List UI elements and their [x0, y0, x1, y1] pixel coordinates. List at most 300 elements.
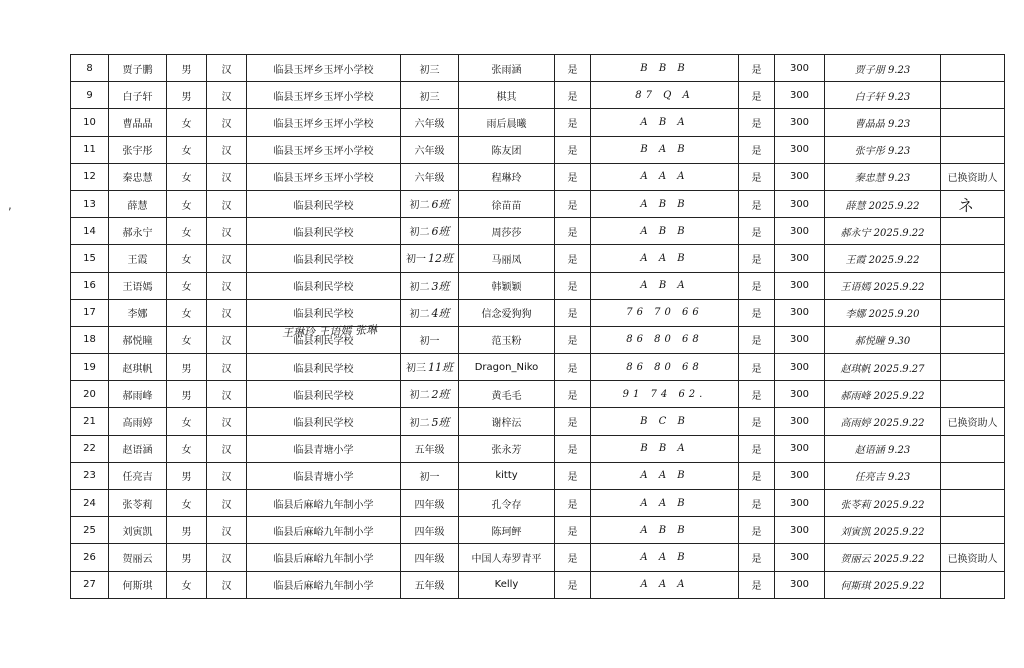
row-number-cell: 15 — [71, 245, 109, 272]
row-number-cell: 26 — [71, 544, 109, 571]
grade-label: 六年级 — [414, 118, 445, 130]
donor-name-cell: 谢梓沄 — [459, 408, 555, 435]
remark-cell — [941, 136, 1005, 163]
ethnicity-cell: 汉 — [207, 82, 247, 109]
grade-label: 初二 — [409, 281, 430, 293]
school-name-cell: 临县青塘小学 — [247, 462, 401, 489]
class-note: 12班 — [428, 252, 453, 266]
table-row — [71, 245, 1005, 272]
donor-name-cell: 中国人寿罗青平 — [459, 544, 555, 571]
gender-cell: 女 — [167, 435, 207, 462]
amount-cell: 300 — [775, 299, 825, 326]
grade-cell — [401, 82, 459, 109]
school-name-cell: 临县利民学校 — [247, 218, 401, 245]
confirmed-cell: 是 — [555, 490, 591, 517]
confirmed-cell: 是 — [555, 245, 591, 272]
received-cell: 是 — [739, 490, 775, 517]
class-note: 2班 — [431, 388, 450, 402]
handwritten-scores-cell: B A B — [591, 136, 739, 163]
ethnicity-cell: 汉 — [207, 326, 247, 353]
grade-cell — [401, 55, 459, 82]
received-cell: 是 — [739, 544, 775, 571]
class-note: 4班 — [431, 306, 450, 320]
grade-label: 五年级 — [414, 445, 445, 457]
grade-label: 初三 — [419, 64, 440, 76]
grade-cell — [401, 272, 459, 299]
donor-name-cell: 张雨涵 — [459, 55, 555, 82]
remark-cell: 已换资助人 — [941, 163, 1005, 190]
student-name-cell: 刘寅凯 — [109, 517, 167, 544]
remark-cell: 已换资助人 — [941, 544, 1005, 571]
handwritten-scores-cell: 87 Q A — [591, 82, 739, 109]
grade-label: 初二 — [409, 200, 430, 212]
class-note: 3班 — [431, 279, 450, 293]
grade-label: 五年级 — [414, 581, 445, 593]
gender-cell: 男 — [167, 55, 207, 82]
handwritten-scores-cell: 76 70 66 — [591, 299, 739, 326]
grade-label: 六年级 — [414, 173, 445, 185]
row-number-cell: 19 — [71, 354, 109, 381]
amount-cell: 300 — [775, 163, 825, 190]
student-name-cell: 郝悦瞳 — [109, 326, 167, 353]
amount-cell: 300 — [775, 82, 825, 109]
ethnicity-cell: 汉 — [207, 381, 247, 408]
signature-date-cell: 郝雨峰 2025.9.22 — [825, 381, 941, 408]
grade-cell — [401, 544, 459, 571]
grade-label: 四年级 — [414, 499, 445, 511]
confirmed-cell: 是 — [555, 354, 591, 381]
gender-cell: 女 — [167, 571, 207, 598]
donor-name-cell: 范玉粉 — [459, 326, 555, 353]
grade-cell — [401, 490, 459, 517]
school-name-cell: 临县利民学校 — [247, 381, 401, 408]
ethnicity-cell: 汉 — [207, 136, 247, 163]
handwritten-scores-cell: B C B — [591, 408, 739, 435]
table-row — [71, 109, 1005, 136]
handwritten-scores-cell: 86 80 68 — [591, 326, 739, 353]
signature-date-cell: 王语嫣 2025.9.22 — [825, 272, 941, 299]
school-name-cell: 临县利民学校 — [247, 245, 401, 272]
row-number-cell: 23 — [71, 462, 109, 489]
grade-cell — [401, 109, 459, 136]
row-number-cell: 10 — [71, 109, 109, 136]
handwritten-scores-cell: A A B — [591, 490, 739, 517]
signature-date-cell: 刘寅凯 2025.9.22 — [825, 517, 941, 544]
amount-cell: 300 — [775, 136, 825, 163]
table-row — [71, 163, 1005, 190]
ethnicity-cell: 汉 — [207, 490, 247, 517]
signature-date-cell: 何斯琪 2025.9.22 — [825, 571, 941, 598]
gender-cell: 男 — [167, 462, 207, 489]
school-name-cell: 临县利民学校 — [247, 326, 401, 353]
grade-label: 初一 — [406, 254, 426, 266]
amount-cell: 300 — [775, 326, 825, 353]
handwritten-scores-cell: B B A — [591, 435, 739, 462]
confirmed-cell: 是 — [555, 109, 591, 136]
gender-cell: 男 — [167, 82, 207, 109]
remark-cell: 已换资助人 — [941, 408, 1005, 435]
amount-cell: 300 — [775, 490, 825, 517]
gender-cell: 女 — [167, 109, 207, 136]
gender-cell: 女 — [167, 136, 207, 163]
donor-name-cell: kitty — [459, 462, 555, 489]
amount-cell: 300 — [775, 218, 825, 245]
remark-cell — [941, 82, 1005, 109]
remark-cell — [941, 245, 1005, 272]
amount-cell: 300 — [775, 381, 825, 408]
school-name-cell: 临县后麻峪九年制小学 — [247, 490, 401, 517]
ethnicity-cell: 汉 — [207, 462, 247, 489]
grade-cell — [401, 245, 459, 272]
received-cell: 是 — [739, 354, 775, 381]
student-name-cell: 任亮吉 — [109, 462, 167, 489]
gender-cell: 女 — [167, 272, 207, 299]
grade-label: 初三 — [419, 91, 440, 103]
class-note: 5班 — [431, 415, 450, 429]
ethnicity-cell: 汉 — [207, 517, 247, 544]
donor-name-cell: 张永芳 — [459, 435, 555, 462]
grade-label: 初三 — [406, 363, 426, 375]
class-note: 6班 — [431, 225, 450, 239]
donor-name-cell: 陈友团 — [459, 136, 555, 163]
gender-cell: 男 — [167, 354, 207, 381]
school-name-cell: 临县青塘小学 — [247, 435, 401, 462]
gender-cell: 男 — [167, 381, 207, 408]
school-name-cell: 临县玉坪乡玉坪小学校 — [247, 55, 401, 82]
received-cell: 是 — [739, 109, 775, 136]
table-row — [71, 272, 1005, 299]
remark-cell — [941, 490, 1005, 517]
grade-cell — [401, 462, 459, 489]
grade-cell — [401, 408, 459, 435]
remark-cell — [941, 299, 1005, 326]
table-row — [71, 82, 1005, 109]
signature-date-cell: 李娜 2025.9.20 — [825, 299, 941, 326]
amount-cell: 300 — [775, 544, 825, 571]
received-cell: 是 — [739, 299, 775, 326]
grade-cell — [401, 218, 459, 245]
grade-label: 六年级 — [414, 146, 445, 158]
donor-name-cell: 陈珂鲆 — [459, 517, 555, 544]
handwritten-scores-cell: A B A — [591, 272, 739, 299]
margin-tick: , — [8, 198, 12, 212]
ethnicity-cell: 汉 — [207, 245, 247, 272]
row-number-cell: 14 — [71, 218, 109, 245]
amount-cell: 300 — [775, 245, 825, 272]
ethnicity-cell: 汉 — [207, 571, 247, 598]
row-number-cell: 12 — [71, 163, 109, 190]
donor-name-cell: 程琳玲 — [459, 163, 555, 190]
grade-cell — [401, 136, 459, 163]
amount-cell: 300 — [775, 571, 825, 598]
donor-name-cell: 孔令存 — [459, 490, 555, 517]
grade-cell — [401, 163, 459, 190]
remark-cell — [941, 381, 1005, 408]
grade-label: 初一 — [419, 336, 440, 348]
handwritten-scores-cell: A A B — [591, 245, 739, 272]
remark-cell — [941, 218, 1005, 245]
remark-cell — [941, 190, 1005, 217]
grade-label: 初二 — [409, 308, 430, 320]
student-name-cell: 赵琪帆 — [109, 354, 167, 381]
grade-cell — [401, 571, 459, 598]
donor-name-cell: 信念爱狗狗 — [459, 299, 555, 326]
signature-date-cell: 贾子朋 9.23 — [825, 55, 941, 82]
donor-name-cell: Kelly — [459, 571, 555, 598]
donor-name-cell: 马丽凤 — [459, 245, 555, 272]
received-cell: 是 — [739, 272, 775, 299]
student-name-cell: 何斯琪 — [109, 571, 167, 598]
handwritten-scores-cell: 91 74 62. — [591, 381, 739, 408]
school-name-cell: 临县利民学校 — [247, 408, 401, 435]
remark-cell — [941, 517, 1005, 544]
handwritten-scores-cell: A B B — [591, 517, 739, 544]
donor-name-cell: 雨后晨曦 — [459, 109, 555, 136]
signature-date-cell: 白子轩 9.23 — [825, 82, 941, 109]
amount-cell: 300 — [775, 435, 825, 462]
table-row — [71, 571, 1005, 598]
ethnicity-cell: 汉 — [207, 163, 247, 190]
table-row — [71, 136, 1005, 163]
received-cell: 是 — [739, 571, 775, 598]
remark-cell — [941, 326, 1005, 353]
school-name-cell: 临县玉坪乡玉坪小学校 — [247, 109, 401, 136]
confirmed-cell: 是 — [555, 517, 591, 544]
signature-date-cell: 薛慧 2025.9.22 — [825, 190, 941, 217]
confirmed-cell: 是 — [555, 408, 591, 435]
confirmed-cell: 是 — [555, 435, 591, 462]
school-name-cell: 临县玉坪乡玉坪小学校 — [247, 82, 401, 109]
confirmed-cell: 是 — [555, 82, 591, 109]
grade-label: 初一 — [419, 472, 440, 484]
donor-name-cell: 周莎莎 — [459, 218, 555, 245]
donor-name-cell: Dragon_Niko — [459, 354, 555, 381]
student-name-cell: 郝永宁 — [109, 218, 167, 245]
school-name-cell: 临县利民学校 — [247, 272, 401, 299]
handwritten-scores-cell: A B A — [591, 109, 739, 136]
grade-label: 四年级 — [414, 553, 445, 565]
handwritten-scores-cell: A A B — [591, 462, 739, 489]
gender-cell: 女 — [167, 408, 207, 435]
student-name-cell: 李娜 — [109, 299, 167, 326]
handwritten-scores-cell: A A A — [591, 163, 739, 190]
row-number-cell: 17 — [71, 299, 109, 326]
table-row — [71, 326, 1005, 353]
school-name-cell: 临县玉坪乡玉坪小学校 — [247, 136, 401, 163]
handwritten-scores-cell: A A A — [591, 571, 739, 598]
student-name-cell: 张宇彤 — [109, 136, 167, 163]
row-number-cell: 25 — [71, 517, 109, 544]
student-name-cell: 张苓莉 — [109, 490, 167, 517]
confirmed-cell: 是 — [555, 218, 591, 245]
table-row — [71, 435, 1005, 462]
grade-label: 初二 — [409, 390, 430, 402]
confirmed-cell: 是 — [555, 55, 591, 82]
class-note: 11班 — [428, 361, 453, 375]
handwritten-scores-cell: A B B — [591, 190, 739, 217]
grade-cell — [401, 381, 459, 408]
gender-cell: 女 — [167, 163, 207, 190]
ethnicity-cell: 汉 — [207, 109, 247, 136]
grade-cell — [401, 354, 459, 381]
table-row — [71, 517, 1005, 544]
handwritten-scribble: 王琳玲 王语嫣 张琳 — [281, 323, 378, 340]
school-name-cell: 临县后麻峪九年制小学 — [247, 517, 401, 544]
student-sponsorship-table — [70, 54, 1005, 599]
student-name-cell: 贾子鹏 — [109, 55, 167, 82]
gender-cell: 男 — [167, 517, 207, 544]
ethnicity-cell: 汉 — [207, 408, 247, 435]
table-row — [71, 218, 1005, 245]
school-name-cell: 临县后麻峪九年制小学 — [247, 571, 401, 598]
grade-cell — [401, 299, 459, 326]
row-number-cell: 20 — [71, 381, 109, 408]
table-row — [71, 354, 1005, 381]
class-note: 6班 — [431, 198, 450, 212]
school-name-cell: 临县利民学校 — [247, 299, 401, 326]
ethnicity-cell: 汉 — [207, 544, 247, 571]
handwritten-scores-cell: A A B — [591, 544, 739, 571]
remark-cell — [941, 272, 1005, 299]
ethnicity-cell: 汉 — [207, 435, 247, 462]
table-row — [71, 408, 1005, 435]
received-cell: 是 — [739, 190, 775, 217]
handwritten-scores-cell: B B B — [591, 55, 739, 82]
grade-cell — [401, 435, 459, 462]
ethnicity-cell: 汉 — [207, 272, 247, 299]
donor-name-cell: 韩颖颖 — [459, 272, 555, 299]
student-name-cell: 秦忠慧 — [109, 163, 167, 190]
received-cell: 是 — [739, 326, 775, 353]
amount-cell: 300 — [775, 109, 825, 136]
school-name-cell: 临县玉坪乡玉坪小学校 — [247, 163, 401, 190]
student-name-cell: 郝雨峰 — [109, 381, 167, 408]
donor-name-cell: 徐苗苗 — [459, 190, 555, 217]
student-name-cell: 王语嫣 — [109, 272, 167, 299]
signature-date-cell: 张苓莉 2025.9.22 — [825, 490, 941, 517]
signature-date-cell: 郝悦瞳 9.30 — [825, 326, 941, 353]
gender-cell: 女 — [167, 190, 207, 217]
row-number-cell: 21 — [71, 408, 109, 435]
handwritten-scores-cell: A B B — [591, 218, 739, 245]
signature-date-cell: 秦忠慧 9.23 — [825, 163, 941, 190]
row-number-cell: 8 — [71, 55, 109, 82]
donor-name-cell: 棋其 — [459, 82, 555, 109]
signature-date-cell: 贺丽云 2025.9.22 — [825, 544, 941, 571]
row-number-cell: 11 — [71, 136, 109, 163]
confirmed-cell: 是 — [555, 462, 591, 489]
gender-cell: 女 — [167, 299, 207, 326]
signature-date-cell: 高雨婷 2025.9.22 — [825, 408, 941, 435]
amount-cell: 300 — [775, 55, 825, 82]
received-cell: 是 — [739, 517, 775, 544]
signature-date-cell: 赵琪帆 2025.9.27 — [825, 354, 941, 381]
amount-cell: 300 — [775, 408, 825, 435]
donor-name-cell: 黄毛毛 — [459, 381, 555, 408]
confirmed-cell: 是 — [555, 571, 591, 598]
ethnicity-cell: 汉 — [207, 354, 247, 381]
gender-cell: 男 — [167, 544, 207, 571]
student-name-cell: 薛慧 — [109, 190, 167, 217]
row-number-cell: 27 — [71, 571, 109, 598]
grade-cell — [401, 517, 459, 544]
student-name-cell: 赵语涵 — [109, 435, 167, 462]
grade-cell — [401, 326, 459, 353]
row-number-cell: 9 — [71, 82, 109, 109]
student-name-cell: 王霞 — [109, 245, 167, 272]
signature-date-cell: 曹晶晶 9.23 — [825, 109, 941, 136]
amount-cell: 300 — [775, 517, 825, 544]
handwritten-scores-cell: 86 80 68 — [591, 354, 739, 381]
signature-date-cell: 郝永宁 2025.9.22 — [825, 218, 941, 245]
remark-cell — [941, 435, 1005, 462]
school-name-cell: 临县利民学校 — [247, 354, 401, 381]
table-row — [71, 190, 1005, 217]
signature-date-cell: 任亮吉 9.23 — [825, 462, 941, 489]
confirmed-cell: 是 — [555, 190, 591, 217]
grade-label: 四年级 — [414, 526, 445, 538]
received-cell: 是 — [739, 55, 775, 82]
margin-handwritten-mark: ネ — [958, 196, 975, 215]
confirmed-cell: 是 — [555, 272, 591, 299]
table-row — [71, 55, 1005, 82]
table-row — [71, 490, 1005, 517]
remark-cell — [941, 571, 1005, 598]
student-name-cell: 贺丽云 — [109, 544, 167, 571]
received-cell: 是 — [739, 136, 775, 163]
confirmed-cell: 是 — [555, 163, 591, 190]
ethnicity-cell: 汉 — [207, 218, 247, 245]
remark-cell — [941, 55, 1005, 82]
row-number-cell: 16 — [71, 272, 109, 299]
row-number-cell: 24 — [71, 490, 109, 517]
row-number-cell: 22 — [71, 435, 109, 462]
received-cell: 是 — [739, 218, 775, 245]
received-cell: 是 — [739, 82, 775, 109]
ethnicity-cell: 汉 — [207, 55, 247, 82]
received-cell: 是 — [739, 381, 775, 408]
student-name-cell: 白子轩 — [109, 82, 167, 109]
gender-cell: 女 — [167, 245, 207, 272]
confirmed-cell: 是 — [555, 544, 591, 571]
confirmed-cell: 是 — [555, 326, 591, 353]
remark-cell — [941, 109, 1005, 136]
grade-cell — [401, 190, 459, 217]
confirmed-cell: 是 — [555, 136, 591, 163]
gender-cell: 女 — [167, 218, 207, 245]
school-name-cell: 临县利民学校 — [247, 190, 401, 217]
student-name-cell: 曹晶晶 — [109, 109, 167, 136]
row-number-cell: 13 — [71, 190, 109, 217]
amount-cell: 300 — [775, 354, 825, 381]
school-name-cell: 临县后麻峪九年制小学 — [247, 544, 401, 571]
grade-label: 初二 — [409, 227, 430, 239]
remark-cell — [941, 462, 1005, 489]
table-row — [71, 544, 1005, 571]
received-cell: 是 — [739, 163, 775, 190]
confirmed-cell: 是 — [555, 299, 591, 326]
received-cell: 是 — [739, 408, 775, 435]
signature-date-cell: 张宇彤 9.23 — [825, 136, 941, 163]
student-name-cell: 高雨婷 — [109, 408, 167, 435]
ethnicity-cell: 汉 — [207, 299, 247, 326]
remark-cell — [941, 354, 1005, 381]
gender-cell: 女 — [167, 490, 207, 517]
signature-date-cell: 王霞 2025.9.22 — [825, 245, 941, 272]
amount-cell: 300 — [775, 462, 825, 489]
table-row — [71, 462, 1005, 489]
amount-cell: 300 — [775, 190, 825, 217]
